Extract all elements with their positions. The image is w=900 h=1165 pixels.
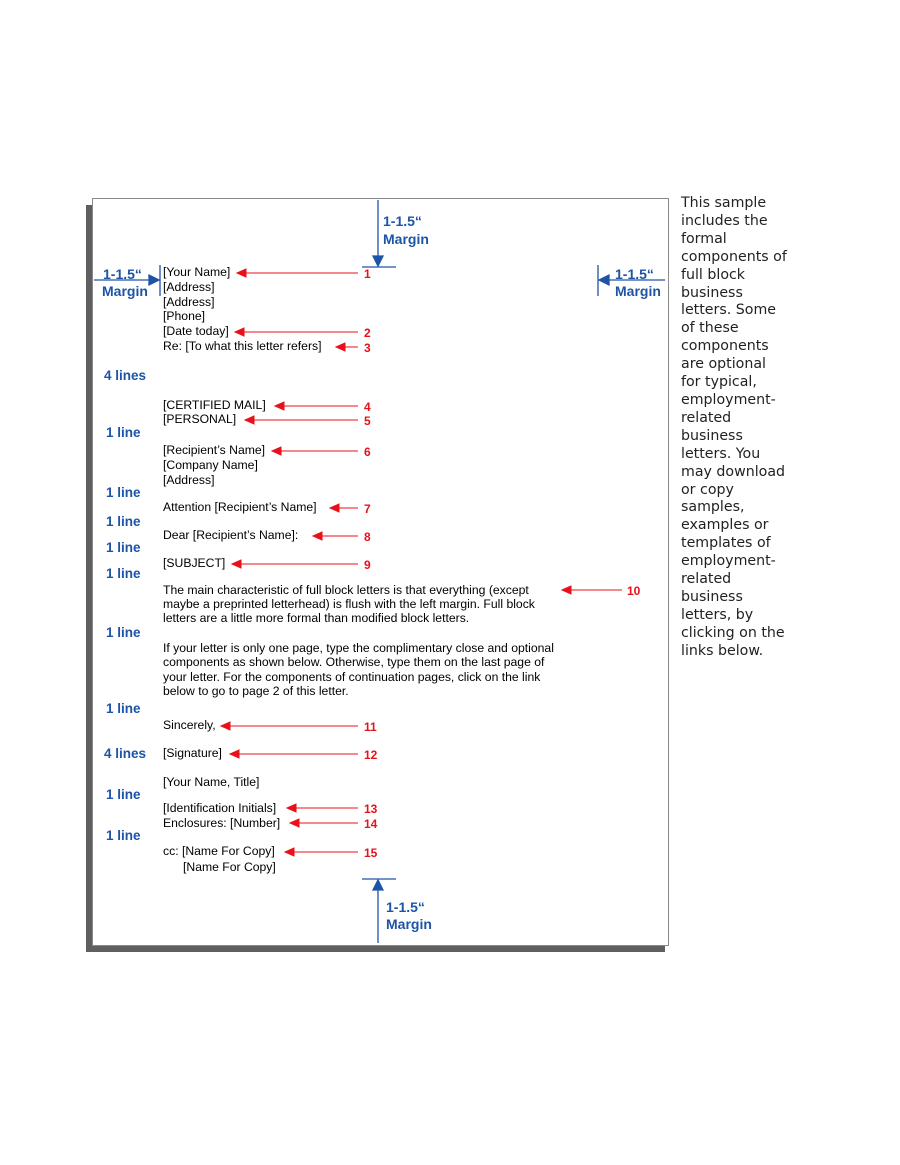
attention-line: Attention [Recipient’s Name] xyxy=(163,500,317,514)
callout-number: 14 xyxy=(364,817,378,831)
callout-arrowhead xyxy=(562,586,571,594)
right-margin-word: Margin xyxy=(615,283,661,299)
callout-arrowhead xyxy=(336,343,345,351)
recipient-address: [Address] xyxy=(163,473,215,487)
callout-number: 2 xyxy=(364,326,371,340)
callout-number: 1 xyxy=(364,267,371,281)
spacing-label-one-line: 1 line xyxy=(106,625,141,640)
description-line: are optional xyxy=(681,356,766,373)
description-line: employment- xyxy=(681,391,776,408)
sample-description xyxy=(681,195,793,661)
right-margin-value: 1-1.5“ xyxy=(615,266,654,282)
recipient-company: [Company Name] xyxy=(163,458,258,472)
callout-arrowhead xyxy=(221,722,230,730)
callout-arrowhead xyxy=(232,560,241,568)
description-line: examples or xyxy=(681,517,769,534)
description-line: for typical, xyxy=(681,374,757,391)
top-margin-word: Margin xyxy=(383,231,429,247)
callout-arrowhead xyxy=(245,416,254,424)
description-line: formal xyxy=(681,230,727,247)
left-margin-value: 1-1.5“ xyxy=(103,266,142,282)
description-line: This sample xyxy=(681,195,767,211)
description-line: templates of xyxy=(681,535,771,552)
spacing-label-one-line: 1 line xyxy=(106,540,141,555)
callout-number: 5 xyxy=(364,414,371,428)
sender-name: [Your Name] xyxy=(163,265,231,279)
callout-number: 8 xyxy=(364,530,371,544)
description-line: or copy xyxy=(681,481,734,498)
callout-arrowhead xyxy=(275,402,284,410)
left-margin-arrowhead xyxy=(149,275,159,285)
callout-arrowhead xyxy=(290,819,299,827)
description-line: components xyxy=(681,338,769,355)
callout-number: 12 xyxy=(364,748,378,762)
recipient-name: [Recipient’s Name] xyxy=(163,443,266,457)
description-line: business xyxy=(681,284,743,301)
body-paragraph-1-line-1: The main characteristic of full block letters is that everything (except xyxy=(163,583,529,597)
description-line: business xyxy=(681,588,743,605)
callout-arrowhead xyxy=(235,328,244,336)
sender-address-1: [Address] xyxy=(163,280,215,294)
right-margin-arrowhead xyxy=(599,275,609,285)
subject-line: [SUBJECT] xyxy=(163,556,226,570)
spacing-label-four-lines: 4 lines xyxy=(104,746,147,761)
spacing-label-one-line: 1 line xyxy=(106,566,141,581)
re-line: Re: [To what this letter refers] xyxy=(163,339,322,353)
callout-arrowhead xyxy=(313,532,322,540)
description-line: samples, xyxy=(681,499,745,516)
body-paragraph-2-line-2: components as shown below. Otherwise, type them on the last page of xyxy=(163,655,545,669)
description-line: related xyxy=(681,571,732,588)
body-paragraph-2-line-1: If your letter is only one page, type the complimentary close and optional xyxy=(163,641,554,655)
sender-phone: [Phone] xyxy=(163,309,206,323)
description-line: includes the xyxy=(681,212,768,229)
description-line: letters, by xyxy=(681,606,754,623)
description-line: components of xyxy=(681,248,787,265)
description-line: letters. Some xyxy=(681,302,777,319)
bottom-margin-word: Margin xyxy=(386,916,432,932)
cc-line-2: [Name For Copy] xyxy=(183,860,276,874)
enclosures-line: Enclosures: [Number] xyxy=(163,816,281,830)
complimentary-close: Sincerely, xyxy=(163,718,216,732)
date-line: [Date today] xyxy=(163,324,229,338)
bottom-margin-value: 1-1.5“ xyxy=(386,899,425,915)
callout-number: 11 xyxy=(364,720,377,734)
callout-number: 4 xyxy=(364,400,371,414)
callout-number: 6 xyxy=(364,445,371,459)
left-margin-word: Margin xyxy=(102,283,148,299)
top-margin-value: 1-1.5“ xyxy=(383,213,422,229)
spacing-label-one-line: 1 line xyxy=(106,701,141,716)
body-paragraph-1-line-2: maybe a preprinted letterhead) is flush with the left margin. Full block xyxy=(163,597,535,611)
signature-line: [Signature] xyxy=(163,746,222,760)
spacing-label-four-lines: 4 lines xyxy=(104,368,147,383)
spacing-label-one-line: 1 line xyxy=(106,828,141,843)
callout-arrowhead xyxy=(285,848,294,856)
description-line: clicking on the xyxy=(681,624,785,641)
callout-number: 13 xyxy=(364,802,378,816)
description-line: of these xyxy=(681,320,739,337)
salutation: Dear [Recipient’s Name]: xyxy=(163,528,299,542)
callout-arrowhead xyxy=(287,804,296,812)
identification-initials: [Identification Initials] xyxy=(163,801,277,815)
description-line: may download xyxy=(681,463,786,480)
callout-arrowhead xyxy=(330,504,339,512)
callout-number: 10 xyxy=(627,584,641,598)
spacing-label-one-line: 1 line xyxy=(106,425,141,440)
cc-line-1: cc: [Name For Copy] xyxy=(163,844,275,858)
notation-certified: [CERTIFIED MAIL] xyxy=(163,398,266,412)
spacing-label-one-line: 1 line xyxy=(106,787,141,802)
body-paragraph-2-line-4: below to go to page 2 of this letter. xyxy=(163,684,349,698)
description-line: letters. You xyxy=(681,445,761,462)
callout-arrowhead xyxy=(237,269,246,277)
sender-address-2: [Address] xyxy=(163,295,215,309)
callout-number: 7 xyxy=(364,502,371,516)
callout-arrowhead xyxy=(272,447,281,455)
callout-number: 3 xyxy=(364,341,371,355)
description-line: business xyxy=(681,427,743,444)
spacing-label-one-line: 1 line xyxy=(106,514,141,529)
bottom-margin-arrowhead xyxy=(373,880,383,890)
description-line: full block xyxy=(681,266,746,283)
description-line: employment- xyxy=(681,553,776,570)
body-paragraph-1-line-3: letters are a little more formal than modified block letters. xyxy=(163,611,470,625)
top-margin-arrowhead xyxy=(373,256,383,266)
body-paragraph-2-line-3: your letter. For the components of continuation pages, click on the link xyxy=(163,670,541,684)
name-title-line: [Your Name, Title] xyxy=(163,775,260,789)
callout-number: 9 xyxy=(364,558,371,572)
notation-personal: [PERSONAL] xyxy=(163,412,237,426)
description-line: related xyxy=(681,409,732,426)
callout-number: 15 xyxy=(364,846,378,860)
callout-arrowhead xyxy=(230,750,239,758)
spacing-label-one-line: 1 line xyxy=(106,485,141,500)
description-line: links below. xyxy=(681,642,764,659)
